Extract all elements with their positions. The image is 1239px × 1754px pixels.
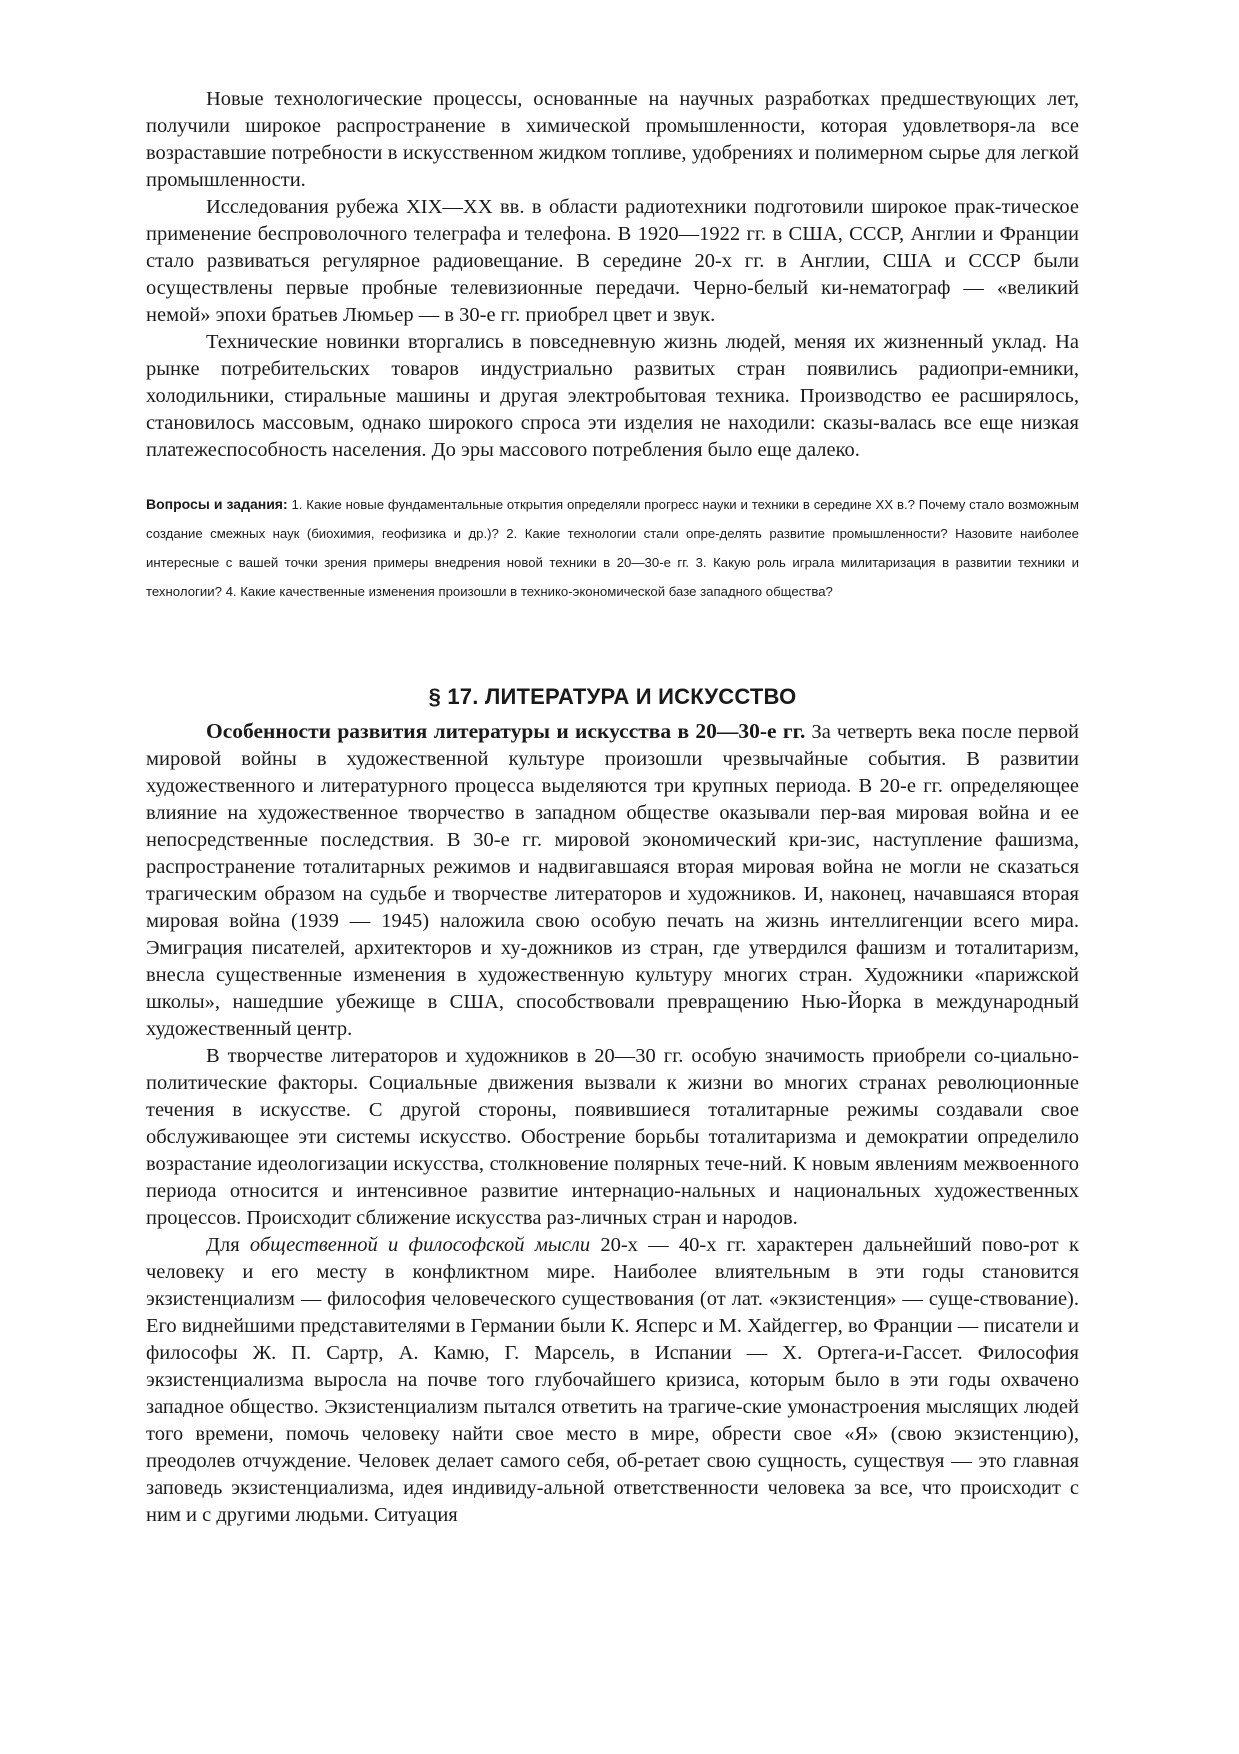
questions-block <box>146 490 1079 606</box>
existentialism-italic-term: общественной и философской мысли <box>249 1234 591 1256</box>
existentialism-lead: Для <box>206 1234 250 1256</box>
paragraph-radio-technology: Исследования рубежа XIX—XX вв. в области радиотехники подготовили широкое прак-тическое применение беспроволочного телеграфа и телефона. В 1920—1922 гг. в США, СССР, Англии и Франции стало развиваться регулярное радиовещание. В середине 20-х гг. в Англии, США и СССР были осуществлены первые пробные телевизионные передачи. Черно-белый ки-нематограф — «великий немой» эпохи братьев Люмьер — в 30-е гг. приобрел цвет и звук. <box>146 196 1079 326</box>
paragraph-development-features <box>146 718 1079 1043</box>
existentialism-text: 20-х — 40-х гг. характерен дальнейший пово-рот к человеку и его месту в конфликтном мире. Наиболее влиятельным в эти годы становится экзистенциализм — философия человеческого существования (от лат. «экзистенция» — суще-ствование). Его виднейшими представителями в Германии были К. Ясперс и М. Хайдеггер, во Франции — писатели и философы Ж. П. Сартр, А. Камю, Г. Марсель, в Испании — X. Ортега-и-Гассет. Философия экзистенциализма выросла на почве того глубочайшего кризиса, которым было в эти годы охвачено западное общество. Экзистенциализм пытался ответить на трагиче-ские умонастроения мыслящих людей того времени, помочь человеку найти свое место в мире, обрести свое «Я» (свою экзистенцию), преодолев отчуждение. Человек делает самого себя, об-ретает свою сущность, существуя — это главная заповедь экзистенциализма, идея индивиду-альной ответственности человека за все, что происходит с ним и с другими людьми. Ситуация <box>146 1234 1079 1526</box>
paragraph-existentialism <box>146 1232 1079 1529</box>
paragraph-sociopolitical-factors: В творчестве литераторов и художников в 20—30 гг. особую значимость приобрели со-циально-политические факторы. Социальные движения вызвали к жизни во многих странах революционные течения в искусстве. С другой стороны, появившиеся тоталитарные режимы создавали свое обслуживающее эти системы искусство. Обострение борьбы тоталитаризма и демократии определило возрастание идеологизации искусства, столкновение полярных тече-ний. К новым явлениям межвоенного периода относится и интенсивное развитие интернацио-нальных и национальных художественных процессов. Происходит сближение искусства раз-личных стран и народов. <box>146 1045 1079 1229</box>
subsection-heading: Особенности развития литературы и искусства в 20—30-е гг. <box>206 719 806 743</box>
paragraph-chemical-industry: Новые технологические процессы, основанные на научных разработках предшествующих лет, получили широкое распространение в химической промышленности, которая удовлетворя-ла все возраставшие потребности в искусственном жидком топливе, удобрениях и полимерном сырье для легкой промышленности. <box>146 88 1079 191</box>
paragraph-household-appliances: Технические новинки вторгались в повседневную жизнь людей, меняя их жизненный уклад. На рынке потребительских товаров индустриально развитых стран появились радиопри-емники, холодильники, стиральные машины и другая электробытовая техника. Производство ее расширялось, становилось массовым, однако широкого спроса эти изделия не находили: сказы-валась все еще низкая платежеспособность населения. До эры массового потребления было еще далеко. <box>146 331 1079 461</box>
questions-label: Вопросы и задания: <box>146 496 288 512</box>
section-title: § 17. ЛИТЕРАТУРА И ИСКУССТВО <box>428 684 797 709</box>
questions-text: 1. Какие новые фундаментальные открытия определяли прогресс науки и техники в середине XX в.? Почему стало возможным создание смежных наук (биохимия, геофизика и др.)? 2. Какие технологии стали опре-делять развитие промышленности? Назовите наиболее интересные с вашей точки зрения примеры внедрения новой техники в 20—30-е гг. 3. Какую роль играла милитаризация в развитии техники и технологии? 4. Какие качественные изменения произошли в технико-экономической базе западного общества? <box>146 497 1079 599</box>
paragraph-development-text: За четверть века после первой мировой войны в художественной культуре произошли чрезвычайные события. В развитии художественного и литературного процесса выделяются три крупных периода. В 20-е гг. определяющее влияние на художественное творчество в западном обществе оказывали пер-вая мировая война и ее непосредственные последствия. В 30-е гг. мировой экономический кри-зис, наступление фашизма, распространение тоталитарных режимов и надвигавшаяся вторая мировая война не могли не сказаться трагическим образом на судьбе и творчестве литераторов и художников. И, наконец, начавшаяся вторая мировая война (1939 — 1945) наложила свою особую печать на жизнь интеллигенции всего мира. Эмиграция писателей, архитекторов и ху-дожников из стран, где утвердился фашизм и тоталитаризм, внесла существенные изменения в художественную культуру многих стран. Художники «парижской школы», нашедшие убежище в США, способствовали превращению Нью-Йорка в международный художественный центр. <box>146 721 1080 1040</box>
